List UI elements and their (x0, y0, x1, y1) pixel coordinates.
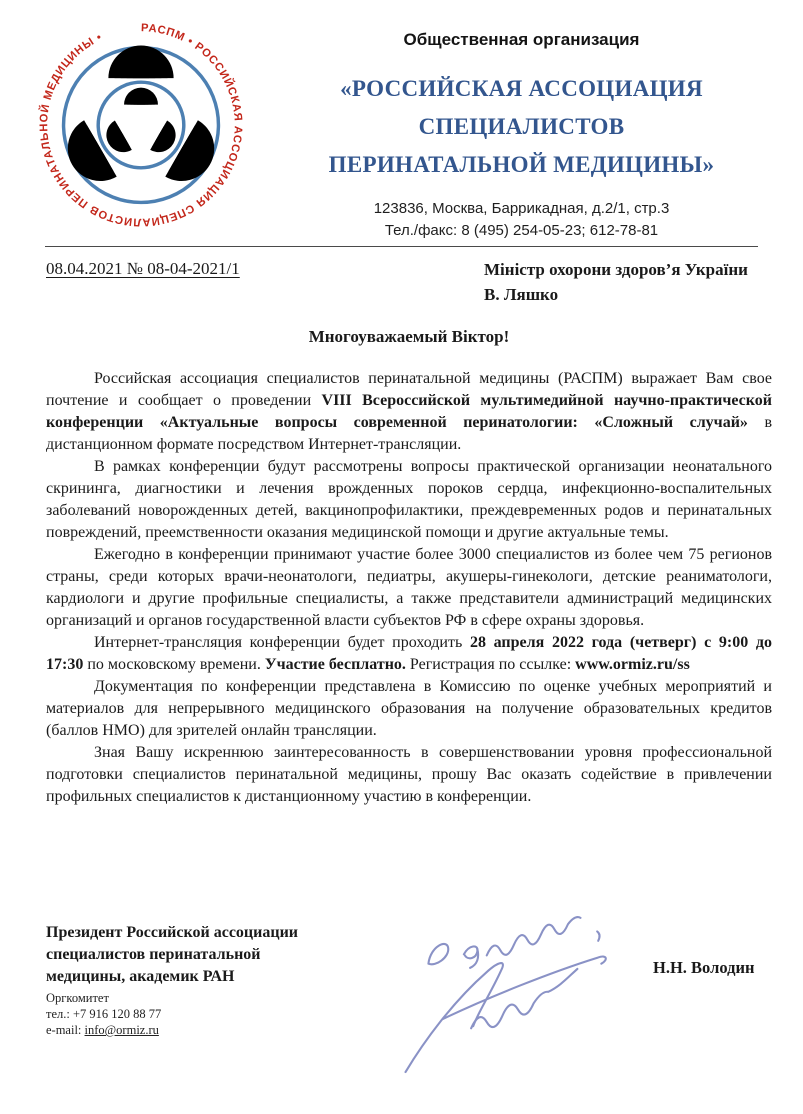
reference-number: 08.04.2021 № 08-04-2021/1 (46, 259, 240, 278)
signer-title-line: Президент Российской ассоциации (46, 924, 299, 941)
committee-phone: тел.: +7 916 120 88 77 (46, 1007, 162, 1021)
org-type: Общественная организация (403, 30, 640, 49)
org-contacts (300, 198, 743, 242)
paragraph: Ежегодно в конференции принимают участие более 3000 специалистов из более чем 75 регионов страны, среди которых врачи-неонатологи, педиатры, акушеры-гинекологи, детские реаниматологи, кардиологи и другие профильные специалисты, а также представители администраций медицинских организаций и органов государственной власти субъектов РФ в сфере охраны здоровья. (46, 546, 772, 629)
org-name-line: ПЕРИНАТАЛЬНОЙ МЕДИЦИНЫ» (328, 152, 715, 177)
paragraph: Интернет-трансляция конференции будет проходить 28 апреля 2022 года (четверг) с 9:00 до 17:30 по московскому времени. Участие бесплатно. Регистрация по ссылке: www.ormiz.ru/ss (46, 634, 772, 673)
committee-email-line (46, 1022, 306, 1038)
addressee-block (484, 257, 796, 307)
paragraph: Российская ассоциация специалистов перинатальной медицины (РАСПМ) выражает Вам свое почтение и сообщает о проведении VIII Всероссийской мультимедийной научно-практической конференции «Актуальные вопросы современной перинатологии: «Сложный случай» в дистанционном формате посредством Интернет-трансляции. (46, 370, 772, 453)
signer-title (46, 922, 366, 988)
org-name (300, 70, 743, 184)
salutation: Многоуважаемый Віктор! (308, 327, 510, 346)
signer-title-line: медицины, академик РАН (46, 968, 235, 985)
logo-ring-text: РАСПМ • РОССИЙСКАЯ АССОЦИАЦИЯ СПЕЦИАЛИСТОВ ПЕРИНАТАЛЬНОЙ МЕДИЦИНЫ • (38, 22, 244, 228)
paragraph: Документация по конференции представлена в Комиссию по оценке учебных мероприятий и материалов для непрерывного медицинского образования на получение образовательных кредитов (баллов НМО) для зрителей онлайн трансляции. (46, 678, 772, 739)
addressee-name: В. Ляшко (484, 285, 559, 304)
addressee-title: Міністр охорони здоров’я України (484, 260, 748, 279)
signer-title-line: специалистов перинатальной (46, 946, 261, 963)
email-address: info@ormiz.ru (84, 1023, 159, 1037)
raspm-logo (34, 18, 248, 232)
logo-fans-inner (100, 88, 182, 159)
email-label: e-mail: (46, 1023, 85, 1037)
org-phone: Тел./факс: 8 (495) 254-05-23; 612-78-81 (384, 222, 659, 239)
signer-name: Н.Н. Володин (653, 958, 755, 977)
logo-fans-outer (56, 46, 226, 193)
committee-label: Оргкомитет (46, 991, 109, 1005)
org-name-line: СПЕЦИАЛИСТОВ (418, 114, 625, 139)
handwritten-signature (393, 916, 643, 1076)
header-divider (45, 246, 758, 247)
letter-body (46, 368, 772, 808)
letterhead (300, 30, 743, 242)
paragraph: Зная Вашу искреннюю заинтересованность в совершенствовании уровня профессиональной подготовки специалистов перинатальной медицины, прошу Вас оказать содействие в привлечении профильных специалистов к дистанционному участию в конференции. (46, 744, 772, 805)
org-address: 123836, Москва, Баррикадная, д.2/1, стр.3 (373, 200, 670, 217)
org-committee-contacts (46, 990, 306, 1038)
org-name-line: «РОССИЙСКАЯ АССОЦИАЦИЯ (340, 76, 703, 101)
paragraph: В рамках конференции будут рассмотрены вопросы практической организации неонатального скрининга, диагностики и лечения врожденных пороков сердца, инфекционно-воспалительных заболеваний новорожденных детей, вакцинопрофилактики, преждевременных родов и перинатальных повреждений, преемственности оказания медицинской помощи и другие актуальные темы. (46, 458, 772, 541)
